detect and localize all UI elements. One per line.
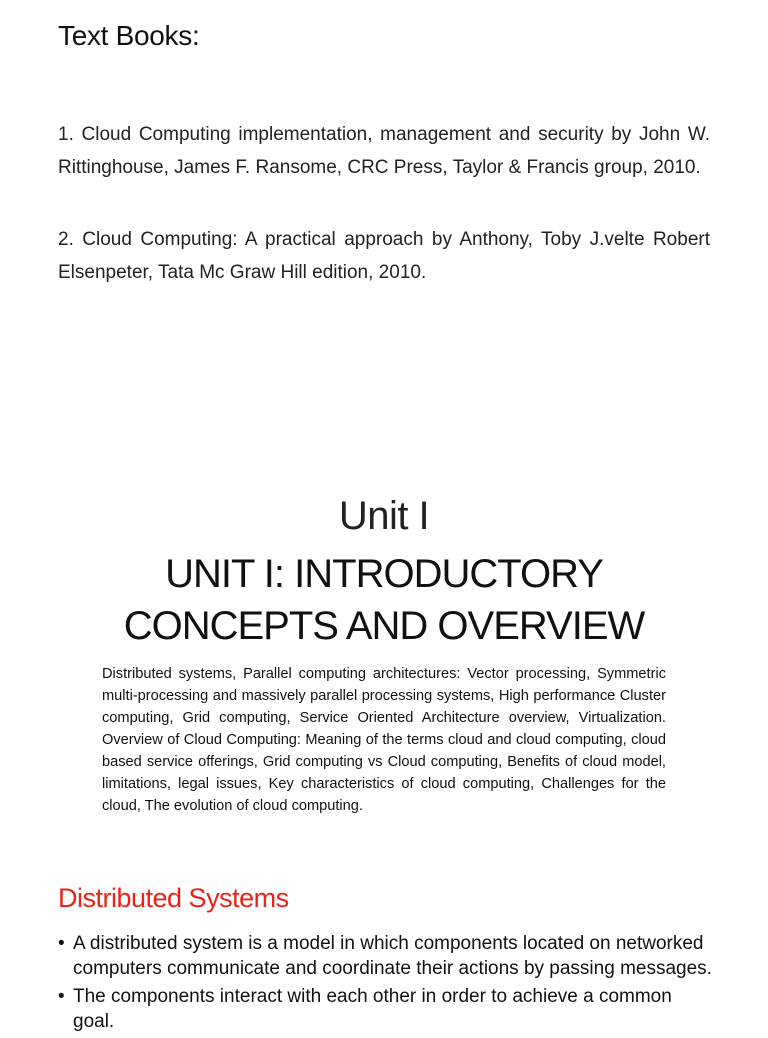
- unit-title-line-2: CONCEPTS AND OVERVIEW: [123, 604, 645, 648]
- bullet-text: A distributed system is a model in which components located on networked computers communicate and coordinate their actions by passing messages.: [73, 933, 712, 979]
- section-heading: Distributed Systems: [58, 883, 289, 913]
- bullet-icon: •: [58, 933, 65, 954]
- unit-title-line-1: UNIT I: INTRODUCTORY: [165, 552, 603, 596]
- bullet-text: The components interact with each other in order to achieve a common goal.: [73, 986, 672, 1032]
- unit-syllabus: Distributed systems, Parallel computing architectures: Vector processing, Symmetric multi-processing and massively parallel processing systems, High performance Cluster computing, Grid computing, Service Oriented Architecture overview, Virtualization. Overview of Cloud Computing: Meaning of the terms cloud and cloud computing, cloud based service offerings, Grid computing vs Cloud computing, Benefits of cloud model, limitations, legal issues, Key characteristics of cloud computing, Challenges for the cloud, The evolution of cloud computing.: [102, 666, 666, 814]
- textbook-item-1: 1. Cloud Computing implementation, management and security by John W. Rittinghouse, James F. Ransome, CRC Press, Taylor & Francis group, 2010.: [58, 124, 710, 178]
- list-item: [58, 985, 718, 1034]
- textbook-item-2: 2. Cloud Computing: A practical approach by Anthony, Toby J.velte Robert Elsenpeter, Tata Mc Graw Hill edition, 2010.: [58, 229, 710, 283]
- textbooks-heading: Text Books:: [58, 20, 200, 51]
- bullet-list: [58, 932, 718, 1038]
- unit-label: Unit I: [338, 494, 430, 538]
- unit-title: [0, 548, 768, 652]
- list-item: [58, 932, 718, 981]
- bullet-icon: •: [58, 986, 65, 1007]
